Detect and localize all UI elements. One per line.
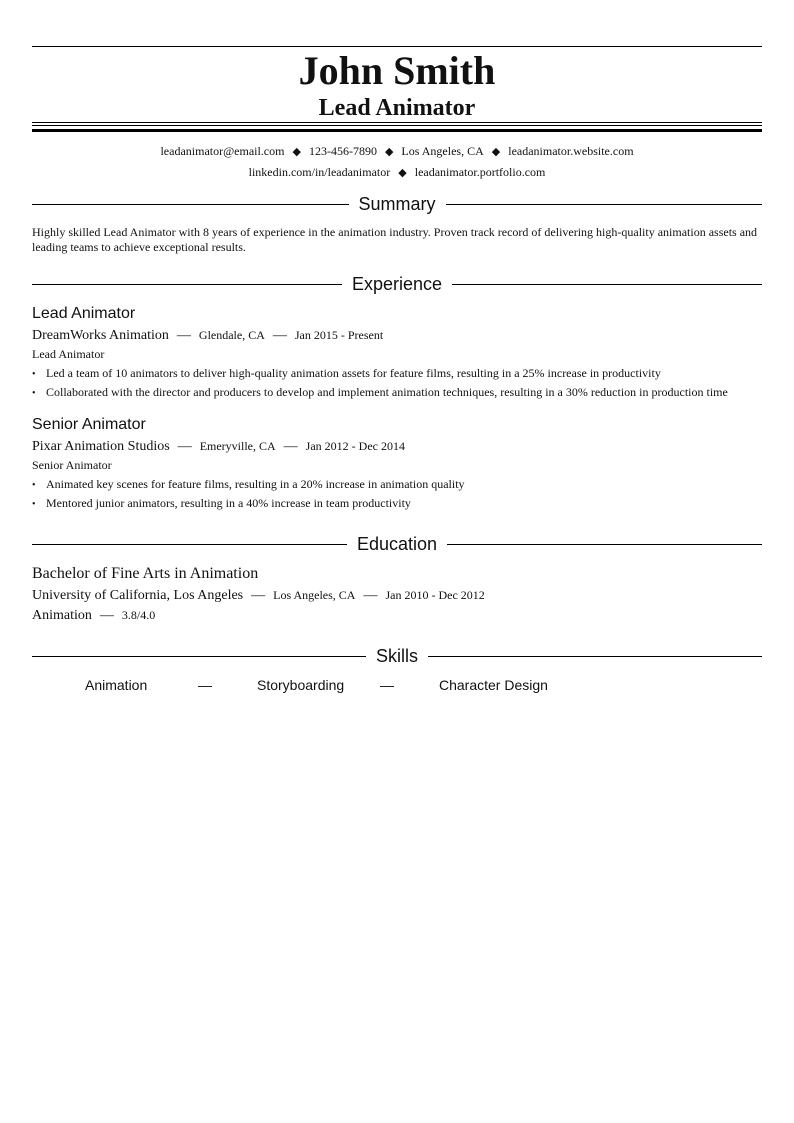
bullet-text: Animated key scenes for feature films, resulting in a 20% increase in animation quality [46, 477, 465, 491]
job-company: Pixar Animation Studios [32, 439, 170, 454]
contact-portfolio[interactable]: leadanimator.portfolio.com [414, 165, 546, 179]
heading-rule-left [32, 204, 349, 205]
contact-location: Los Angeles, CA [401, 144, 484, 158]
bullet-icon: • [32, 499, 36, 510]
experience-section-heading [32, 273, 762, 295]
job-company: DreamWorks Animation [32, 328, 169, 343]
skills-heading-label: Skills [376, 646, 419, 666]
job-org-line [32, 326, 383, 345]
heading-rule-left [32, 284, 342, 285]
header-top-rule [32, 46, 762, 47]
education-section-heading [32, 533, 762, 555]
dash-separator: — [198, 677, 212, 693]
contact-line-2 [32, 164, 762, 181]
contact-line-1 [32, 143, 762, 160]
contact-email[interactable]: leadanimator@email.com [160, 144, 285, 158]
education-gpa: 3.8/4.0 [121, 608, 156, 622]
skill-item: Animation [85, 677, 148, 693]
dash-separator: — [272, 328, 287, 343]
diamond-separator-icon: ◆ [398, 167, 407, 179]
diamond-separator-icon: ◆ [491, 146, 501, 158]
heading-rule-right [446, 204, 763, 205]
job-role: Senior Animator [32, 458, 112, 472]
bullet-icon: • [32, 388, 36, 399]
summary-text: Highly skilled Lead Animator with 8 years of experience in the animation industry. Proven track record of delivering high-quality animation assets and leading teams to achieve exceptional results. [32, 225, 758, 254]
heading-rule-right [447, 544, 762, 545]
job-bullet [32, 365, 762, 383]
job-location: Glendale, CA [198, 328, 265, 342]
heading-rule-left [32, 656, 366, 657]
dash-separator: — [99, 608, 114, 623]
heading-rule-right [428, 656, 762, 657]
education-school-line [32, 586, 485, 605]
education-location: Los Angeles, CA [273, 588, 356, 602]
header-rule-thin-1 [32, 122, 762, 123]
job-dates: Jan 2012 - Dec 2014 [305, 439, 405, 453]
job-bullet [32, 476, 762, 494]
summary-section-heading [32, 193, 762, 215]
dash-separator: — [363, 588, 378, 603]
education-field-line [32, 606, 155, 625]
education-dates: Jan 2010 - Dec 2012 [385, 588, 485, 602]
job-bullet [32, 495, 762, 513]
job-title: Senior Animator [32, 416, 146, 433]
job-location: Emeryville, CA [199, 439, 276, 453]
header-rule-thick [32, 129, 762, 132]
job-title: Lead Animator [32, 305, 136, 322]
skill-item: Storyboarding [257, 677, 345, 693]
candidate-title: Lead Animator [318, 95, 476, 121]
bullet-text: Mentored junior animators, resulting in a 40% increase in team productivity [46, 496, 411, 510]
education-degree: Bachelor of Fine Arts in Animation [32, 565, 259, 582]
job-dates: Jan 2015 - Present [294, 328, 384, 342]
dash-separator: — [380, 677, 394, 693]
contact-phone[interactable]: 123-456-7890 [308, 144, 377, 158]
education-school: University of California, Los Angeles [32, 588, 244, 603]
job-bullet [32, 384, 762, 402]
diamond-separator-icon: ◆ [292, 146, 301, 158]
education-heading-label: Education [356, 534, 438, 554]
contact-linkedin[interactable]: linkedin.com/in/leadanimator [248, 165, 391, 179]
bullet-text: Led a team of 10 animators to deliver high-quality animation assets for feature films, resulting in a 25% increase in productivity [46, 366, 661, 380]
dash-separator: — [177, 439, 192, 454]
skills-list [32, 676, 762, 696]
heading-rule-left [32, 544, 347, 545]
dash-separator: — [176, 328, 191, 343]
education-field: Animation [32, 608, 92, 623]
contact-website[interactable]: leadanimator.website.com [508, 144, 634, 158]
diamond-separator-icon: ◆ [384, 146, 394, 158]
bullet-text: Collaborated with the director and producers to develop and implement animation techniques, resulting in a 30% reduction in production time [46, 385, 728, 399]
dash-separator: — [251, 588, 266, 603]
header-rule-thin-2 [32, 125, 762, 126]
job-role: Lead Animator [32, 347, 105, 361]
dash-separator: — [283, 439, 298, 454]
heading-rule-right [452, 284, 762, 285]
candidate-name: John Smith [298, 48, 496, 93]
bullet-icon: • [32, 480, 36, 491]
summary-heading-label: Summary [358, 194, 436, 214]
experience-heading-label: Experience [351, 274, 443, 294]
job-org-line [32, 437, 405, 456]
bullet-icon: • [32, 369, 36, 380]
skills-section-heading [32, 645, 762, 667]
skill-item: Character Design [439, 677, 548, 693]
